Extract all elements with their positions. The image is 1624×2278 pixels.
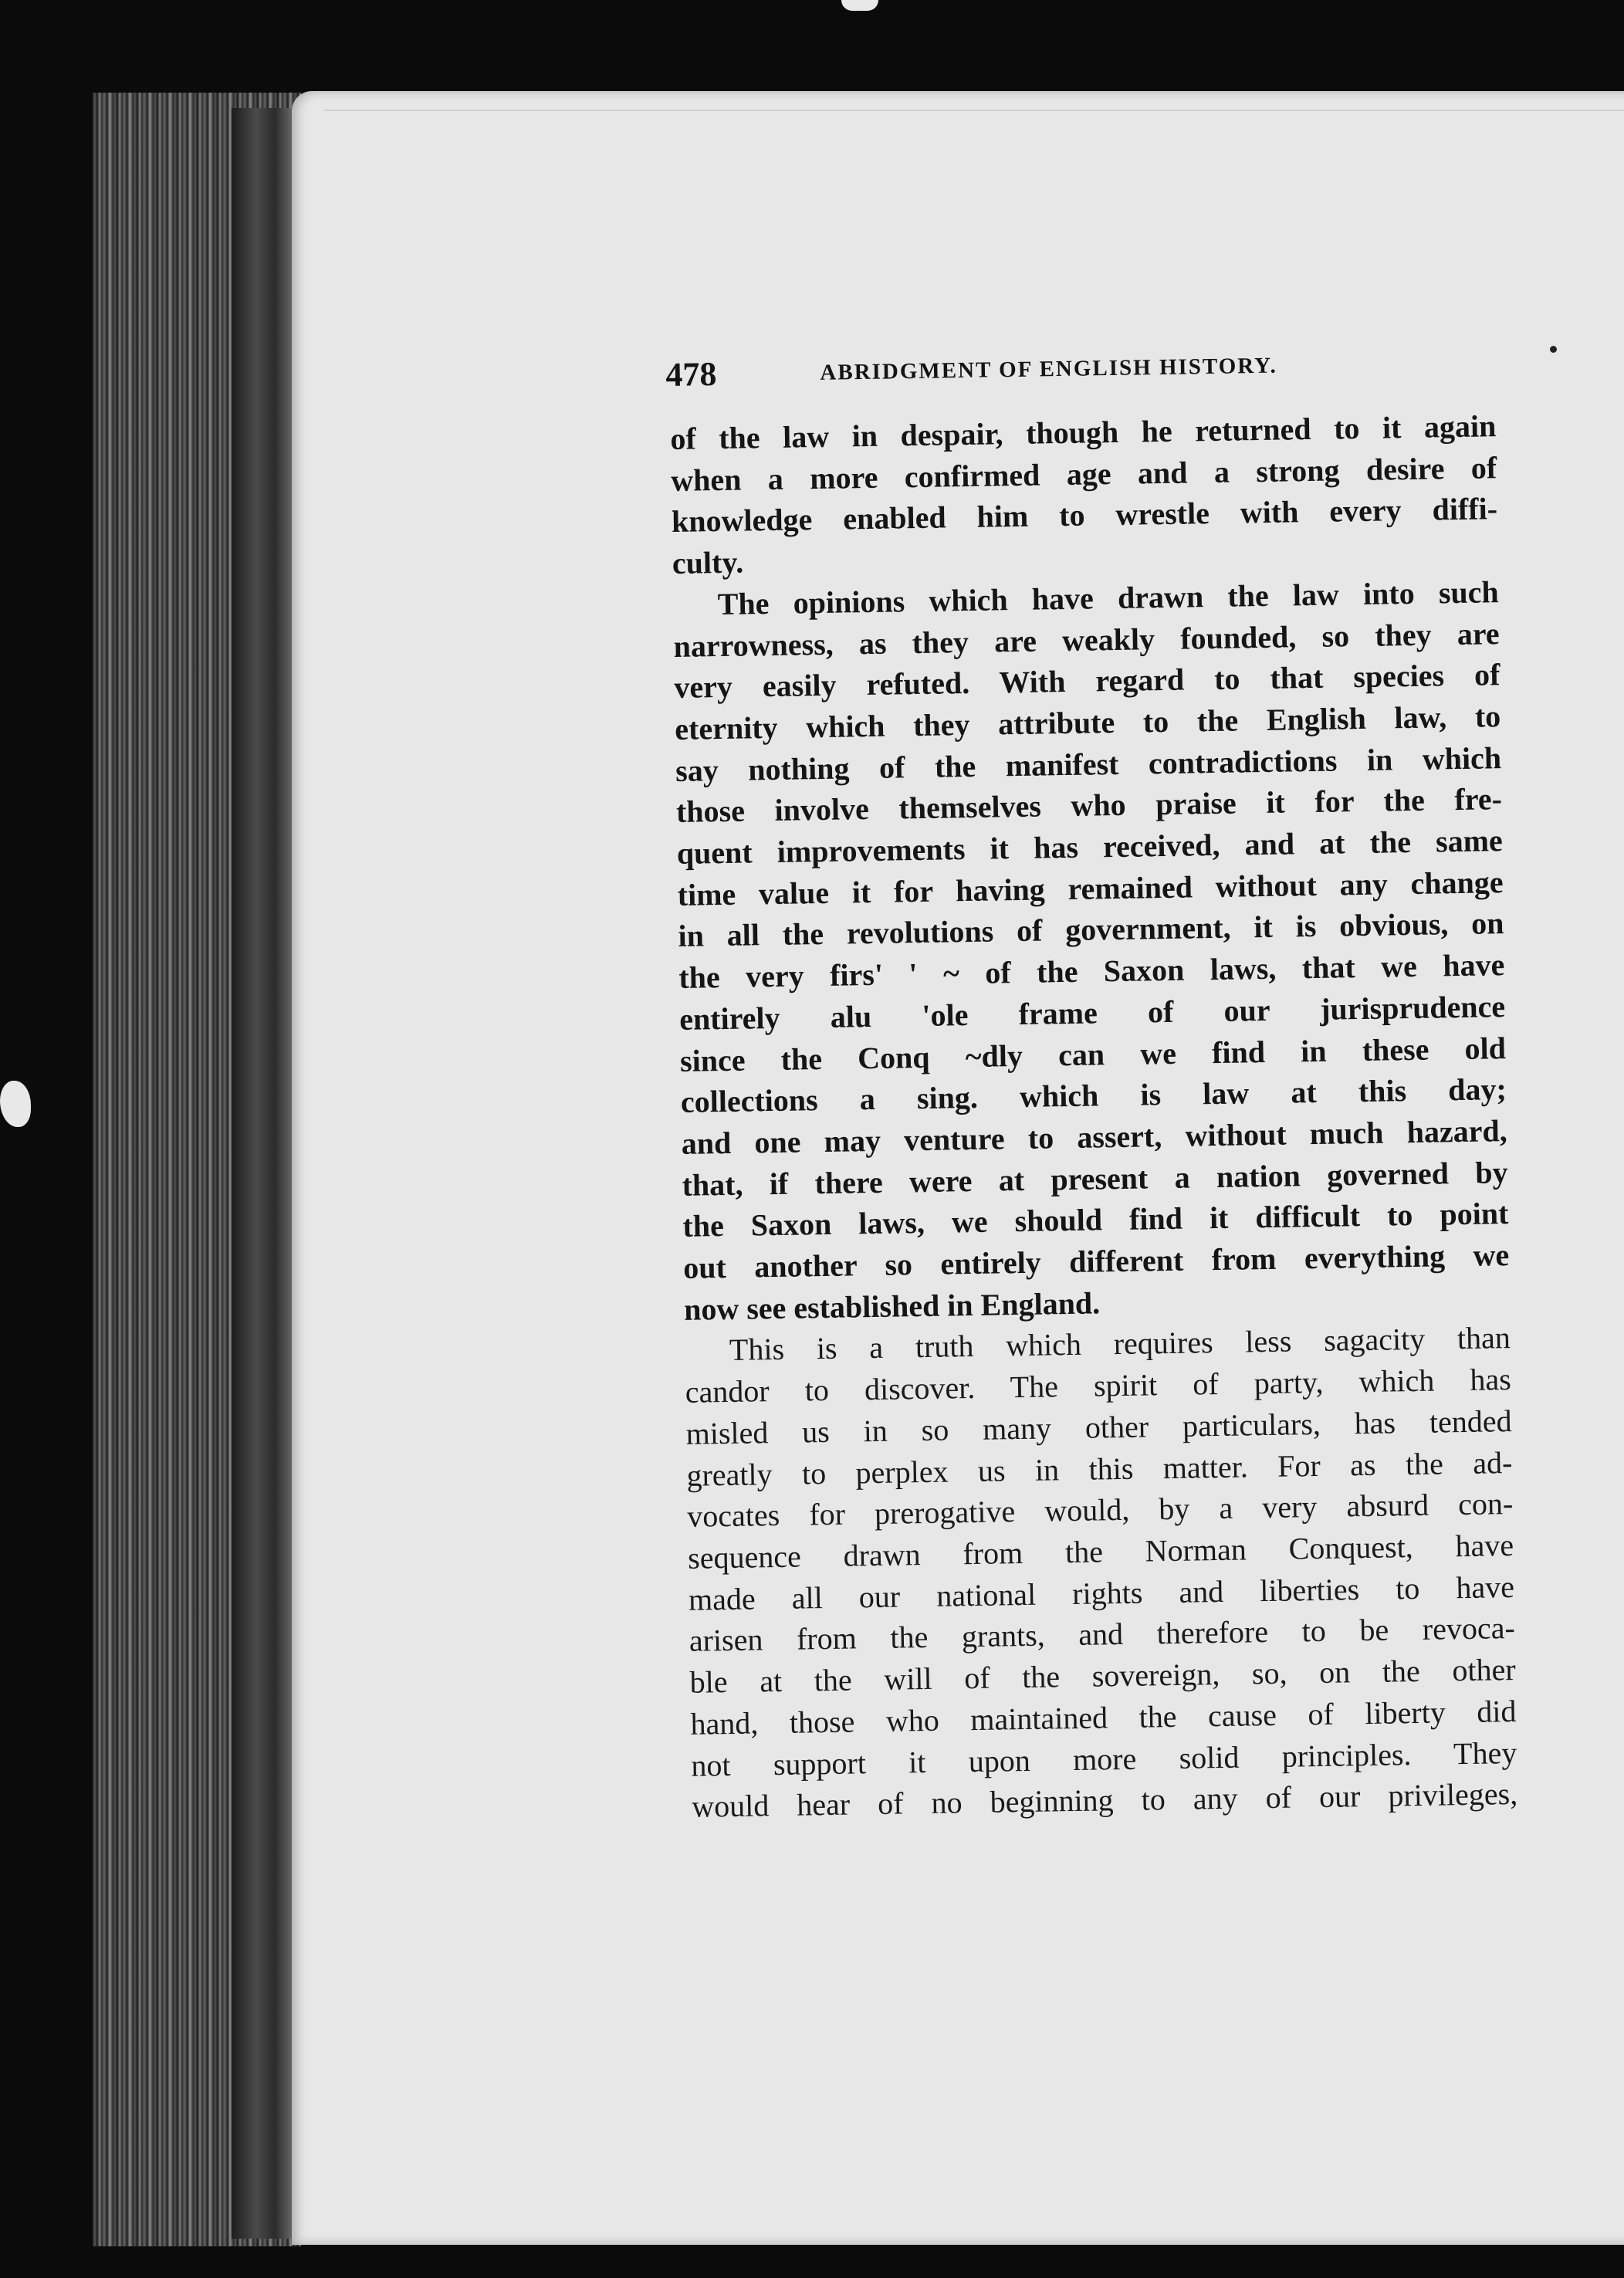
text-line: sequence drawn from the Norman Conquest, have [687, 1527, 1514, 1576]
text-line: made all our national rights and liberties to have [688, 1569, 1515, 1617]
scan-fleck [0, 1081, 31, 1127]
text-line: arisen from the grants, and therefore to be revoca- [689, 1610, 1516, 1659]
text-line: when a more confirmed age and a strong desire of [670, 449, 1497, 498]
text-line: narrowness, as they are weakly founded, so they are [673, 615, 1500, 664]
text-line: out another so entirely different from everything we [682, 1237, 1510, 1285]
text-line: greatly to perplex us in this matter. For as the ad- [686, 1444, 1513, 1493]
text-line: hand, those who maintained the cause of liberty did [690, 1693, 1517, 1742]
text-line: since the Conq ~dly can we find in these old [679, 1030, 1507, 1078]
text-line: collections a sing. which is law at this day; [680, 1071, 1507, 1120]
text-line: and one may venture to assert, without much hazard, [681, 1113, 1507, 1161]
text-line: ble at the will of the sovereign, so, on the other [689, 1652, 1516, 1700]
book-spine-shadow [232, 108, 293, 2239]
running-title: ABRIDGMENT OF ENGLISH HISTORY. [820, 353, 1277, 385]
text-line: vocates for prerogative would, by a very absurd con- [686, 1486, 1514, 1535]
text-line: entirely alu 'ole frame of our jurisprudence [678, 988, 1506, 1037]
text-line: This is a truth which requires less sagacity than [729, 1320, 1511, 1368]
text-line: misled us in so many other particulars, has tended [685, 1403, 1512, 1451]
text-line: the Saxon laws, we should find it difficult to point [682, 1196, 1509, 1244]
text-line: very easily refuted. With regard to that species of [674, 657, 1501, 706]
text-line: would hear of no beginning to any of our privileges, [691, 1776, 1518, 1824]
text-line: of the law in despair, though he returned to it again [670, 408, 1497, 456]
text-line: knowledge enabled him to wrestle with every diffi- [671, 491, 1498, 540]
text-line: in all the revolutions of government, it is obvious, on [678, 905, 1504, 954]
text-line: the very firs' ' ~ of the Saxon laws, that we have [678, 947, 1505, 996]
scan-fleck [841, 0, 878, 11]
page-number: 478 [665, 354, 717, 394]
paragraph [670, 405, 1498, 584]
paragraph [672, 571, 1510, 1330]
ink-dot [1550, 346, 1557, 353]
text-line: candor to discover. The spirit of party, which has [685, 1362, 1512, 1410]
text-line: that, if there were at present a nation governed by [682, 1154, 1508, 1203]
text-line: The opinions which have drawn the law into such [717, 574, 1500, 621]
text-line: quent improvements it has received, and at the same [676, 823, 1504, 871]
text-line: say nothing of the manifest contradictions in which [675, 740, 1502, 788]
text-line: time value it for having remained without any change [677, 864, 1504, 912]
page-top-edge [324, 110, 1624, 111]
text-line: eternity which they attribute to the English law, to [674, 699, 1501, 746]
text-line: culty. [672, 544, 744, 581]
text-line: those involve themselves who praise it for the fre- [675, 781, 1503, 830]
paragraph [685, 1318, 1518, 1828]
text-line: not support it upon more solid principles. They [691, 1735, 1517, 1783]
text-line: now see established in England. [683, 1285, 1101, 1327]
body-text [670, 405, 1518, 1827]
